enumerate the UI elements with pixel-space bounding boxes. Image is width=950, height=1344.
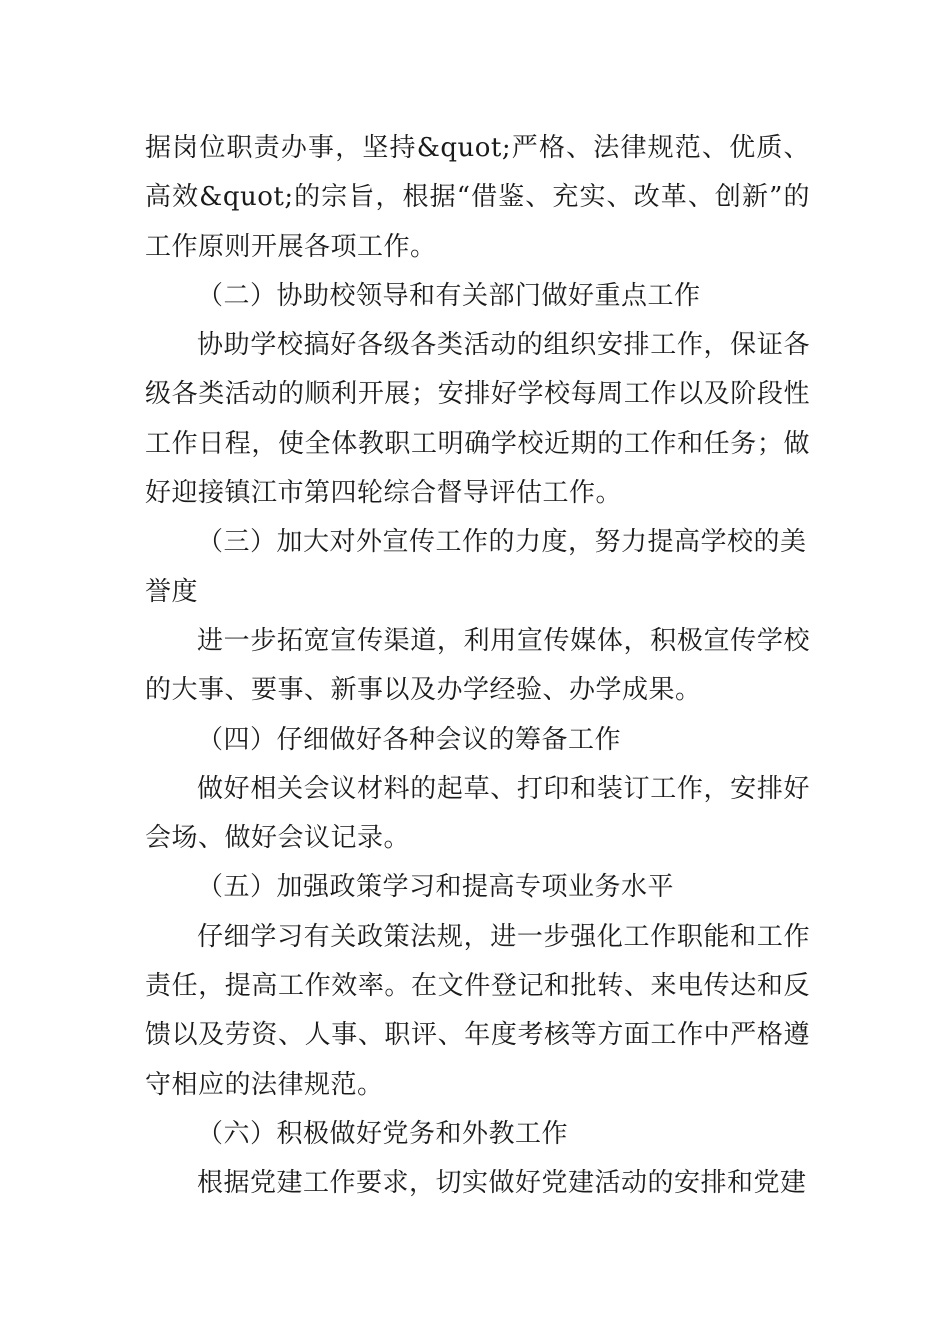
- section-heading-6: （六）积极做好党务和外教工作: [197, 1118, 569, 1149]
- section-heading-5: （五）加强政策学习和提高专项业务水平: [197, 872, 675, 903]
- paragraph-continued: 据岗位职责办事，坚持&quot;严格、法律规范、优质、高效&quot;的宗旨，根据“借鉴、充实、改革、创新”的工作原则开展各项工作。: [145, 133, 810, 262]
- paragraph: 进一步拓宽宣传渠道，利用宣传媒体，积极宣传学校的大事、要事、新事以及办学经验、办学成果。: [145, 625, 810, 706]
- paragraph: 做好相关会议材料的起草、打印和装订工作，安排好会场、做好会议记录。: [145, 773, 810, 854]
- section-heading-2: （二）协助校领导和有关部门做好重点工作: [197, 280, 701, 311]
- section-heading-4: （四）仔细做好各种会议的筹备工作: [197, 724, 622, 755]
- paragraph: 根据党建工作要求，切实做好党建活动的安排和党建: [197, 1168, 807, 1199]
- section-heading-3: （三）加大对外宣传工作的力度，努力提高学校的美誉度: [145, 527, 807, 607]
- paragraph: 仔细学习有关政策法规，进一步强化工作职能和工作责任，提高工作效率。在文件登记和批转、来电传达和反馈以及劳资、人事、职评、年度考核等方面工作中严格遵守相应的法律规范。: [145, 921, 810, 1100]
- paragraph: 协助学校搞好各级各类活动的组织安排工作，保证各级各类活动的顺利开展；安排好学校每周工作以及阶段性工作日程，使全体教职工明确学校近期的工作和任务；做好迎接镇江市第四轮综合督导评估工作。: [145, 330, 810, 509]
- document-body: [145, 124, 810, 1209]
